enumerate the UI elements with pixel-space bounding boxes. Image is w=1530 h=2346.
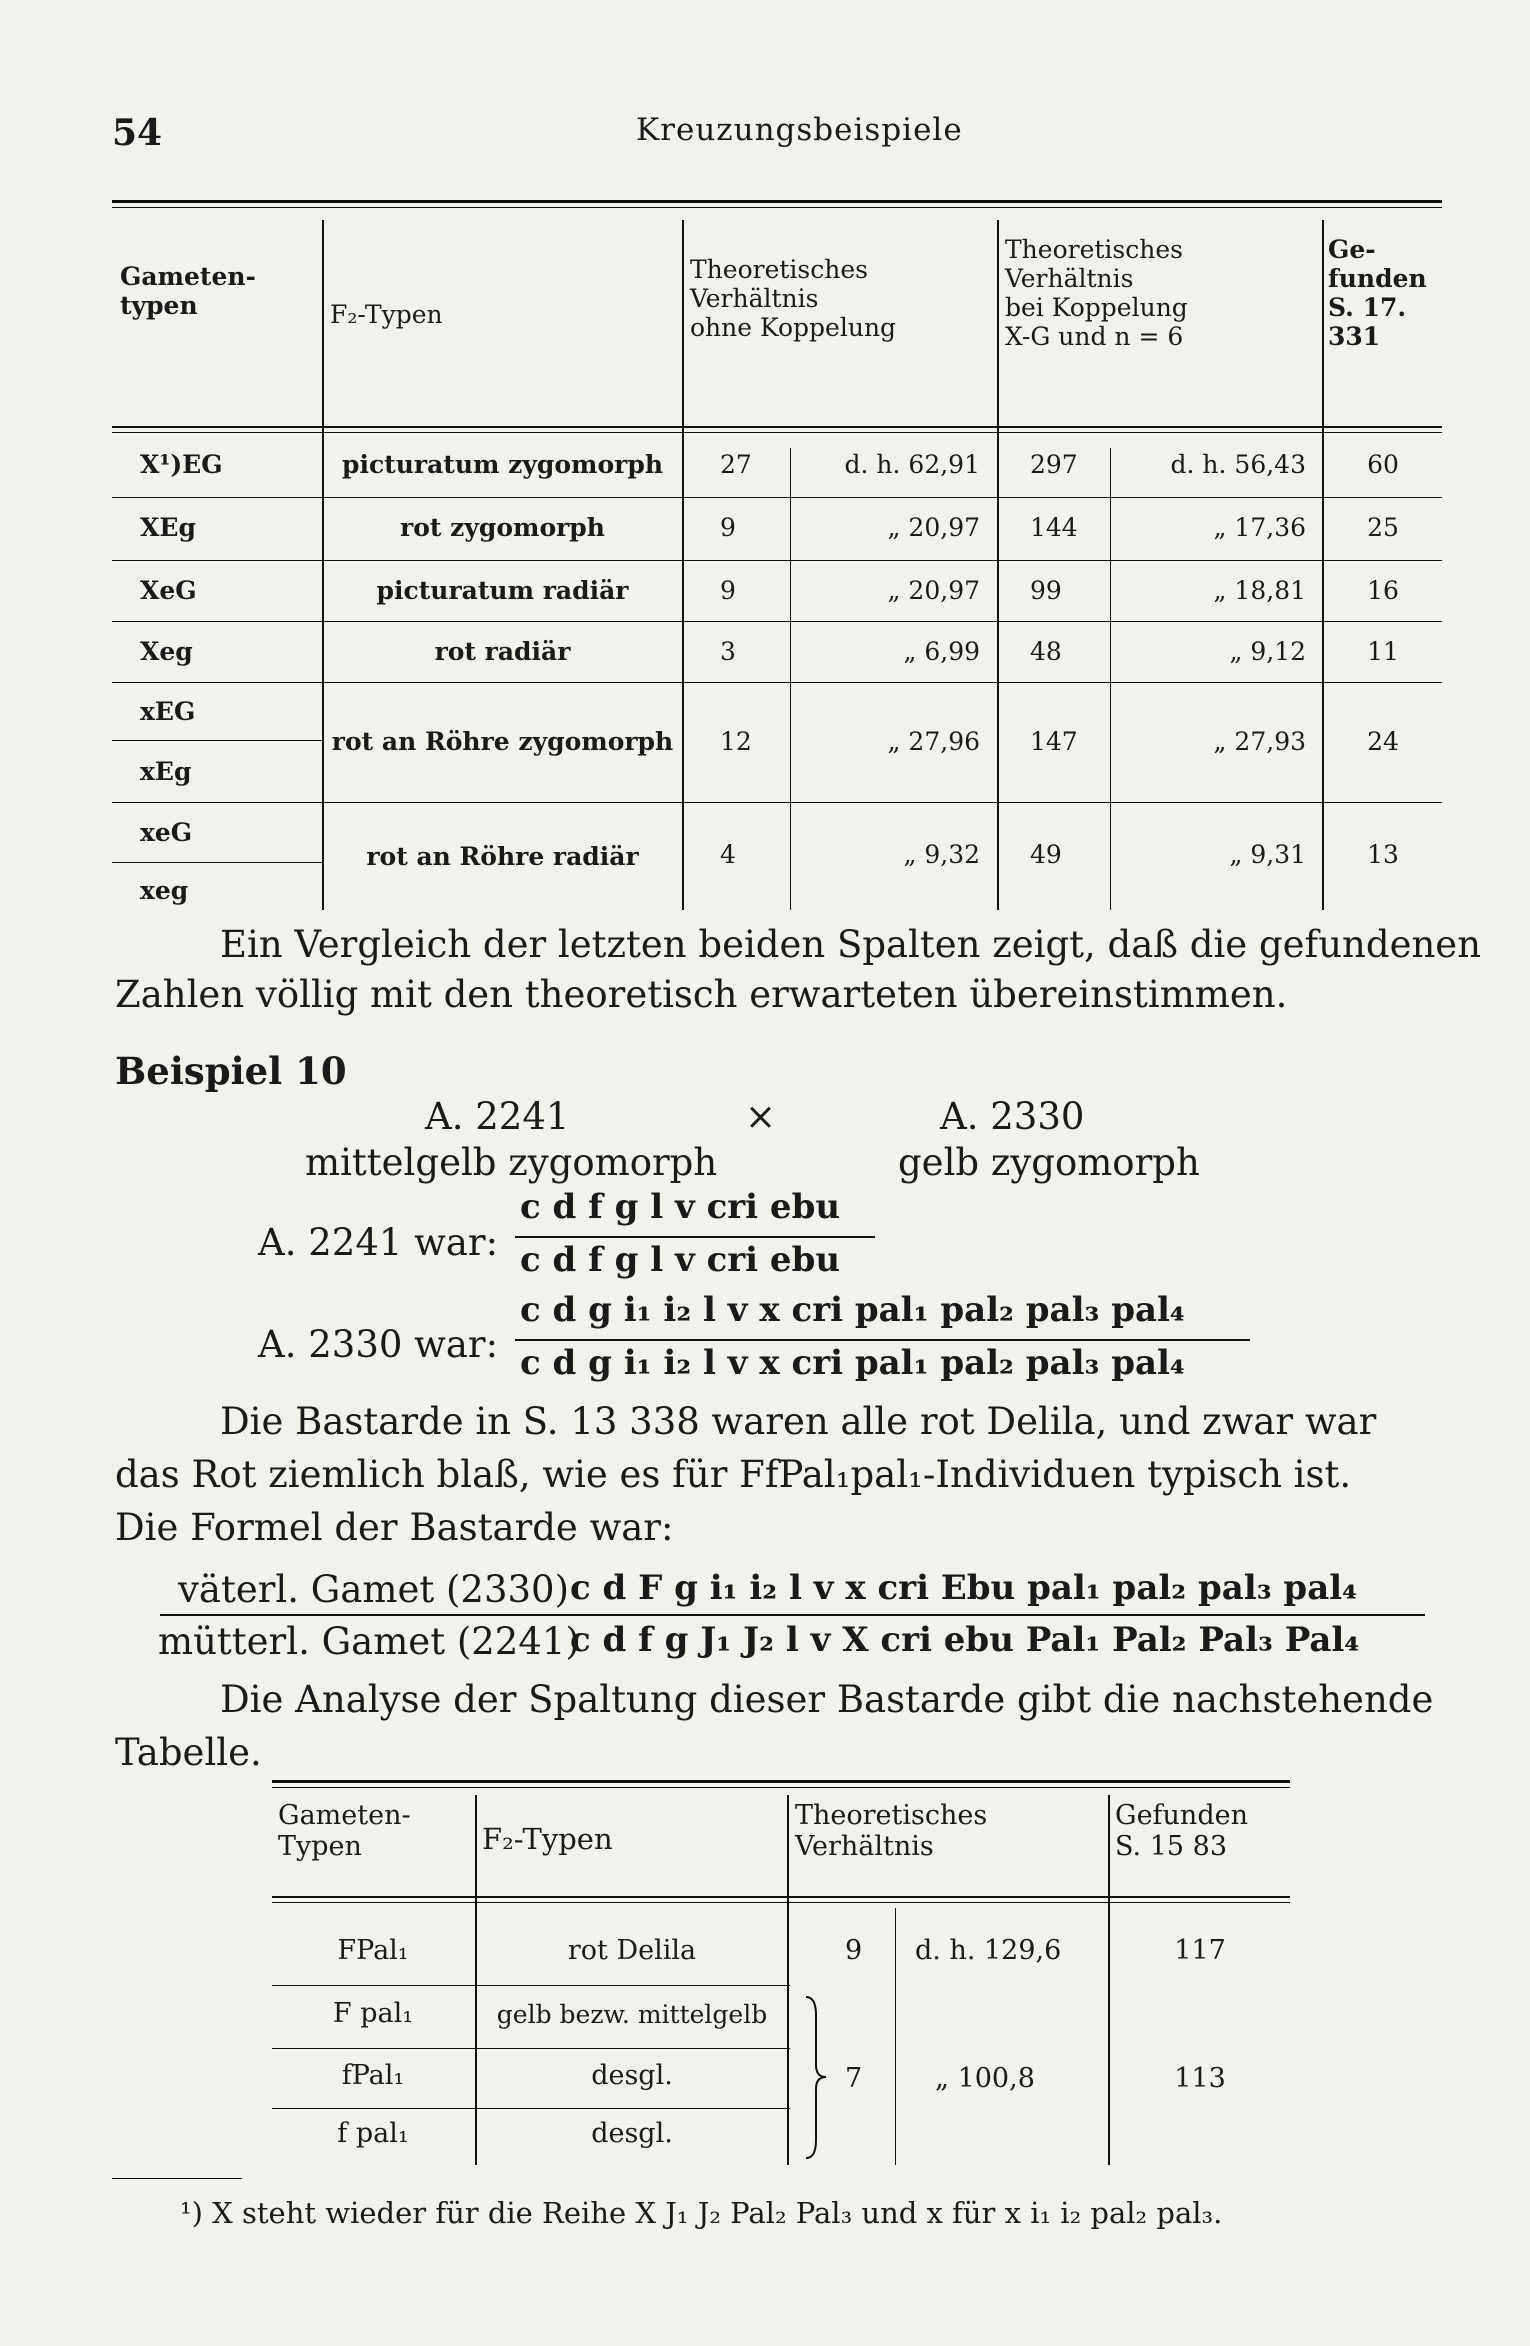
t1-found: 24 [1367, 727, 1399, 756]
t2-ratio: 7 [845, 2063, 863, 2094]
t2-pct: „ 100,8 [935, 2063, 1035, 2094]
left-parent-desc: mittelgelb zygomorph [305, 1141, 718, 1184]
t1-coupling-pct: „ 9,12 [1229, 637, 1306, 666]
cross-symbol: × [745, 1095, 777, 1138]
formula-numerator: c d g i₁ i₂ l v x cri pal₁ pal₂ pal₃ pal₄ [520, 1290, 1185, 1330]
father-gamete-label: väterl. Gamet (2330) [178, 1568, 570, 1611]
paragraph-line: Ein Vergleich der letzten beiden Spalten zeigt, daß die gefundenen [220, 923, 1482, 966]
t1-gamete: XEg [140, 513, 196, 542]
paragraph-line: Tabelle. [115, 1731, 262, 1774]
brace-icon [800, 1995, 830, 2160]
t1-ratio: 9 [720, 513, 736, 542]
mother-gamete-formula: c d f g J₁ J₂ l v X cri ebu Pal₁ Pal₂ Pal₃ Pal₄ [570, 1620, 1360, 1660]
formula-label: A. 2330 war: [258, 1323, 499, 1366]
t1-ratio: 9 [720, 576, 736, 605]
t2-gamete: F pal₁ [332, 1998, 414, 2029]
t1-header-types: F₂-Typen [330, 300, 443, 329]
t1-coupling-ratio: 147 [1030, 727, 1078, 756]
page-number: 54 [112, 112, 163, 154]
t2-header-found: Gefunden S. 15 83 [1115, 1800, 1248, 1862]
paragraph-line: Die Analyse der Spaltung dieser Bastarde gibt die nachstehende [220, 1678, 1434, 1721]
t1-ratio: 4 [720, 840, 736, 869]
t1-gamete: X¹)EG [140, 450, 223, 479]
t1-coupling-pct: „ 27,93 [1213, 727, 1306, 756]
t1-coupling-ratio: 48 [1030, 637, 1062, 666]
t1-coupling-pct: „ 17,36 [1213, 513, 1306, 542]
t1-type: rot radiär [434, 637, 571, 666]
t1-ratio: 12 [720, 727, 752, 756]
t1-coupling-ratio: 49 [1030, 840, 1062, 869]
t2-header-theory: Theoretisches Verhältnis [795, 1800, 988, 1862]
paragraph-line: Die Bastarde in S. 13 338 waren alle rot Delila, und zwar war [220, 1400, 1377, 1443]
t1-gamete: Xeg [140, 637, 193, 666]
t1-pct: „ 9,32 [903, 840, 980, 869]
formula-label: A. 2241 war: [258, 1221, 499, 1264]
t1-found: 13 [1367, 840, 1399, 869]
t1-ratio: 27 [720, 450, 752, 479]
formula-denominator: c d g i₁ i₂ l v x cri pal₁ pal₂ pal₃ pal₄ [520, 1343, 1185, 1383]
paragraph-line: das Rot ziemlich blaß, wie es für FfPal₁pal₁-Individuen typisch ist. [115, 1453, 1352, 1496]
t2-header-gametes: Gameten- Typen [278, 1800, 411, 1862]
t1-pct: „ 6,99 [903, 637, 980, 666]
t1-type: picturatum radiär [376, 576, 629, 605]
left-parent: A. 2241 [425, 1095, 570, 1138]
t2-gamete: fPal₁ [341, 2060, 405, 2091]
t1-gamete: xEG [140, 697, 196, 726]
t1-header-found: Ge- funden S. 17. 331 [1328, 235, 1427, 351]
t1-header-coupling: Theoretisches Verhältnis bei Koppelung X-G und n = 6 [1005, 235, 1188, 351]
t1-coupling-ratio: 144 [1030, 513, 1078, 542]
t2-ratio: 9 [845, 1935, 863, 1966]
mother-gamete-label: mütterl. Gamet (2241) [158, 1620, 580, 1663]
t1-pct: „ 27,96 [887, 727, 980, 756]
t1-pct: „ 20,97 [887, 576, 980, 605]
paragraph-line: Zahlen völlig mit den theoretisch erwarteten übereinstimmen. [115, 973, 1288, 1016]
t1-gamete: XeG [140, 576, 197, 605]
t1-type: picturatum zygomorph [341, 450, 663, 479]
t1-found: 25 [1367, 513, 1399, 542]
t2-found: 117 [1174, 1935, 1226, 1966]
t2-type: desgl. [591, 2060, 673, 2091]
right-parent-desc: gelb zygomorph [898, 1141, 1200, 1184]
footnote: ¹) X steht wieder für die Reihe X J₁ J₂ Pal₂ Pal₃ und x für x i₁ i₂ pal₂ pal₃. [180, 2196, 1223, 2230]
example-title: Beispiel 10 [115, 1049, 347, 1093]
t1-header-theory: Theoretisches Verhältnis ohne Koppelung [690, 255, 897, 342]
t1-coupling-ratio: 297 [1030, 450, 1078, 479]
t2-type: rot Delila [567, 1935, 697, 1966]
t1-coupling-pct: d. h. 56,43 [1170, 450, 1306, 479]
running-head: Kreuzungsbeispiele [636, 112, 963, 148]
t2-type: gelb bezw. mittelgelb [496, 2000, 768, 2029]
t1-ratio: 3 [720, 637, 736, 666]
t1-coupling-ratio: 99 [1030, 576, 1062, 605]
t2-found: 113 [1174, 2063, 1226, 2094]
right-parent: A. 2330 [940, 1095, 1085, 1138]
t1-gamete: xEg [140, 757, 192, 786]
formula-denominator: c d f g l v cri ebu [520, 1240, 841, 1280]
formula-numerator: c d f g l v cri ebu [520, 1187, 841, 1227]
t1-gamete: xeG [140, 818, 193, 847]
t1-type: rot an Röhre zygomorph [331, 727, 674, 756]
father-gamete-formula: c d F g i₁ i₂ l v x cri Ebu pal₁ pal₂ pal₃ pal₄ [570, 1568, 1358, 1608]
t1-gamete: xeg [140, 876, 189, 905]
t1-pct: „ 20,97 [887, 513, 980, 542]
t1-found: 60 [1367, 450, 1399, 479]
t2-type: desgl. [591, 2118, 673, 2149]
paragraph-line: Die Formel der Bastarde war: [115, 1506, 674, 1549]
t2-gamete: FPal₁ [337, 1935, 409, 1966]
t1-found: 11 [1367, 637, 1399, 666]
t1-pct: d. h. 62,91 [844, 450, 980, 479]
t1-type: rot zygomorph [400, 513, 605, 542]
t2-header-types: F₂-Typen [482, 1822, 613, 1856]
t1-coupling-pct: „ 18,81 [1213, 576, 1306, 605]
t1-found: 16 [1367, 576, 1399, 605]
t2-pct: d. h. 129,6 [915, 1935, 1062, 1966]
t1-type: rot an Röhre radiär [366, 842, 639, 871]
t1-coupling-pct: „ 9,31 [1229, 840, 1306, 869]
t1-header-gametes: Gameten- typen [120, 262, 256, 320]
t2-gamete: f pal₁ [337, 2118, 409, 2149]
